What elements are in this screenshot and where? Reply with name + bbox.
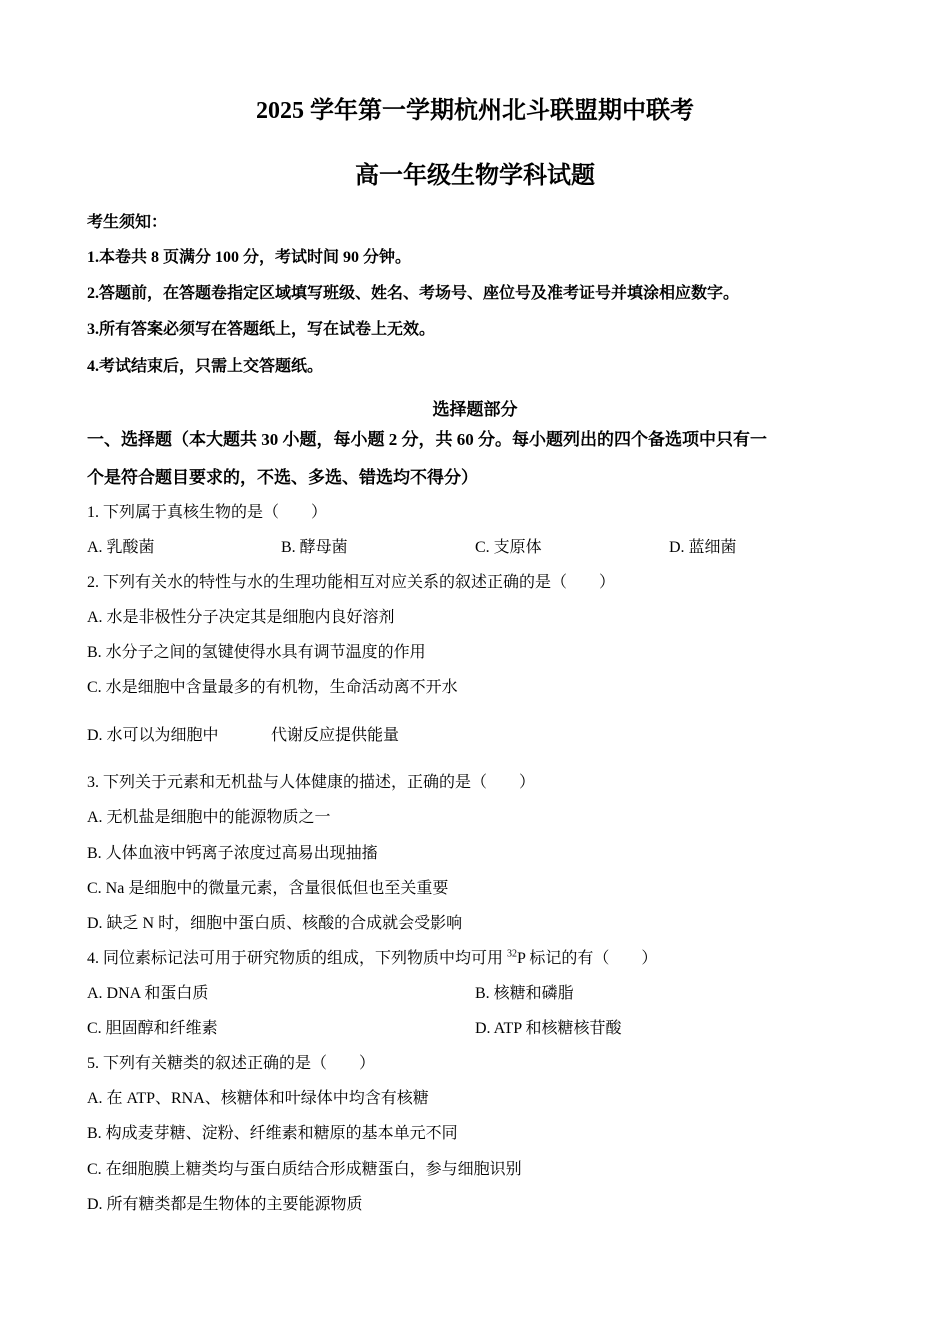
question-option: D. 蓝细菌: [669, 539, 737, 556]
exam-title: 2025 学年第一学期杭州北斗联盟期中联考: [256, 98, 694, 124]
question-option: D. 水可以为细胞中: [87, 727, 219, 744]
section-instructions: 个是符合题目要求的，不选、多选、错选均不得分）: [87, 468, 478, 487]
question-option: D. 缺乏 N 时，细胞中蛋白质、核酸的合成就会受影响: [87, 915, 463, 932]
question-option: A. 水是非极性分子决定其是细胞内良好溶剂: [87, 609, 395, 626]
notice-heading: 考生须知：: [87, 214, 168, 231]
question-option: B. 酵母菌: [281, 539, 348, 556]
question-option: C. 水是细胞中含量最多的有机物，生命活动离不开水: [87, 679, 458, 696]
question-stem-text: 4. 同位素标记法可用于研究物质的组成，下列物质中均可用: [87, 950, 508, 967]
question-option: A. 乳酸菌: [87, 539, 155, 556]
notice-item: 1.本卷共 8 页满分 100 分，考试时间 90 分钟。: [87, 249, 412, 266]
question-option: C. 在细胞膜上糖类均与蛋白质结合形成糖蛋白，参与细胞识别: [87, 1161, 522, 1178]
question-option: A. 无机盐是细胞中的能源物质之一: [87, 809, 331, 826]
question-stem: 5. 下列有关糖类的叙述正确的是（ ）: [87, 1055, 376, 1072]
question-stem: 3. 下列关于元素和无机盐与人体健康的描述，正确的是（ ）: [87, 774, 536, 791]
notice-item: 4.考试结束后，只需上交答题纸。: [87, 358, 324, 375]
notice-item: 2.答题前，在答题卷指定区域填写班级、姓名、考场号、座位号及准考证号并填涂相应数字。: [87, 285, 740, 302]
isotope-mass-number: 32: [507, 948, 518, 960]
question-option: B. 水分子之间的氢键使得水具有调节温度的作用: [87, 644, 426, 661]
question-option-continuation: 代谢反应提供能量: [271, 727, 400, 744]
question-stem-text: P 标记的有（ ）: [517, 950, 658, 967]
question-option: A. 在 ATP、RNA、核糖体和叶绿体中均含有核糖: [87, 1090, 429, 1107]
notice-item: 3.所有答案必须写在答题纸上，写在试卷上无效。: [87, 321, 436, 338]
question-stem: 1. 下列属于真核生物的是（ ）: [87, 504, 328, 521]
section-title: 选择题部分: [432, 400, 518, 419]
exam-subtitle: 高一年级生物学科试题: [355, 163, 595, 189]
section-instructions: 一、选择题（本大题共 30 小题，每小题 2 分，共 60 分。每小题列出的四个备选项中只有一: [87, 430, 767, 449]
question-option: B. 人体血液中钙离子浓度过高易出现抽搐: [87, 845, 378, 862]
question-option: D. 所有糖类都是生物体的主要能源物质: [87, 1196, 363, 1213]
question-option: C. Na 是细胞中的微量元素，含量很低但也至关重要: [87, 880, 449, 897]
question-option: B. 构成麦芽糖、淀粉、纤维素和糖原的基本单元不同: [87, 1125, 458, 1142]
question-stem: [87, 949, 657, 969]
question-option: C. 胆固醇和纤维素: [87, 1020, 218, 1037]
question-option: D. ATP 和核糖核苷酸: [475, 1020, 622, 1037]
question-option: C. 支原体: [475, 539, 542, 556]
question-stem: 2. 下列有关水的特性与水的生理功能相互对应关系的叙述正确的是（ ）: [87, 574, 616, 591]
question-option: B. 核糖和磷脂: [475, 985, 574, 1002]
question-option: A. DNA 和蛋白质: [87, 985, 209, 1002]
